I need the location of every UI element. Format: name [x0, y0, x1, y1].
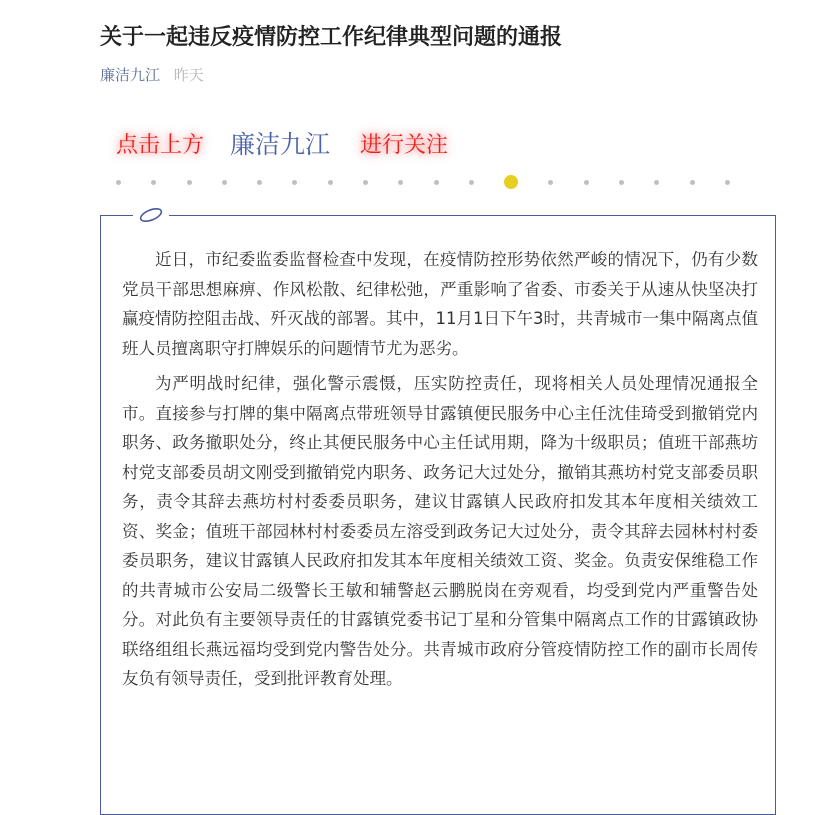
divider-dot	[654, 180, 659, 185]
article-title: 关于一起违反疫情防控工作纪律典型问题的通报	[100, 25, 563, 50]
follow-brand-name[interactable]: 廉洁九江	[230, 130, 331, 159]
divider-dot	[328, 180, 333, 185]
account-name-link[interactable]: 廉洁九江	[100, 66, 161, 84]
divider-dot	[151, 180, 156, 185]
divider-dot	[690, 180, 695, 185]
follow-banner	[108, 124, 728, 162]
divider-dot-highlight	[504, 175, 518, 189]
paragraph: 为严明战时纪律，强化警示震慑，压实防控责任，现将相关人员处理情况通报全市。直接参与打牌的集中隔离点带班领导甘露镇便民服务中心主任沈佳琦受到撤销党内职务、政务撤职处分，终止其便民服务中心主任试用期，降为十级职员；值班干部燕坊村党支部委员胡文刚受到撤销党内职务、政务记大过处分，撤销其燕坊村党支部委员职务，责令其辞去燕坊村村委委员职务，建议甘露镇人民政府扣发其本年度相关绩效工资、奖金；值班干部园林村村委委员左溶受到政务记大过处分，责令其辞去园林村村委委员职务，建议甘露镇人民政府扣发其本年度相关绩效工资、奖金。负责安保维稳工作的共青城市公安局二级警长王敏和辅警赵云鹏脱岗在旁观看，均受到党内严重警告处分。对此负有主要领导责任的甘露镇党委书记丁星和分管集中隔离点工作的甘露镇政协联络组组长燕远福均受到党内警告处分。共青城市政府分管疫情防控工作的副市长周传友负有领导责任，受到批评教育处理。	[122, 374, 758, 688]
divider-dot	[469, 180, 474, 185]
paragraph: 近日，市纪委监委监督检查中发现，在疫情防控形势依然严峻的情况下，仍有少数党员干部思想麻痹、作风松散、纪律松弛，严重影响了省委、市委关于从速从快坚决打赢疫情防控阻击战、歼灭战的部署。其中，11月1日下午3时，共青城市一集中隔离点值班人员擅离职守打牌娱乐的问题情节尤为恶劣。	[122, 250, 758, 358]
divider-dot	[187, 180, 192, 185]
dot-divider	[116, 174, 730, 190]
divider-dot	[398, 180, 403, 185]
follow-prompt-left: 点击上方	[116, 132, 205, 158]
divider-dot	[584, 180, 589, 185]
divider-dot	[548, 180, 553, 185]
ring-ornament-icon	[137, 206, 165, 224]
divider-dot	[116, 180, 121, 185]
divider-dot	[292, 180, 297, 185]
divider-dot	[725, 180, 730, 185]
article-meta	[100, 65, 204, 85]
follow-prompt-right: 进行关注	[360, 132, 449, 158]
divider-dot	[434, 180, 439, 185]
publish-time: 昨天	[173, 66, 204, 84]
divider-dot	[222, 180, 227, 185]
divider-dot	[363, 180, 368, 185]
divider-dot	[257, 180, 262, 185]
article-body	[122, 245, 758, 700]
divider-dot	[619, 180, 624, 185]
